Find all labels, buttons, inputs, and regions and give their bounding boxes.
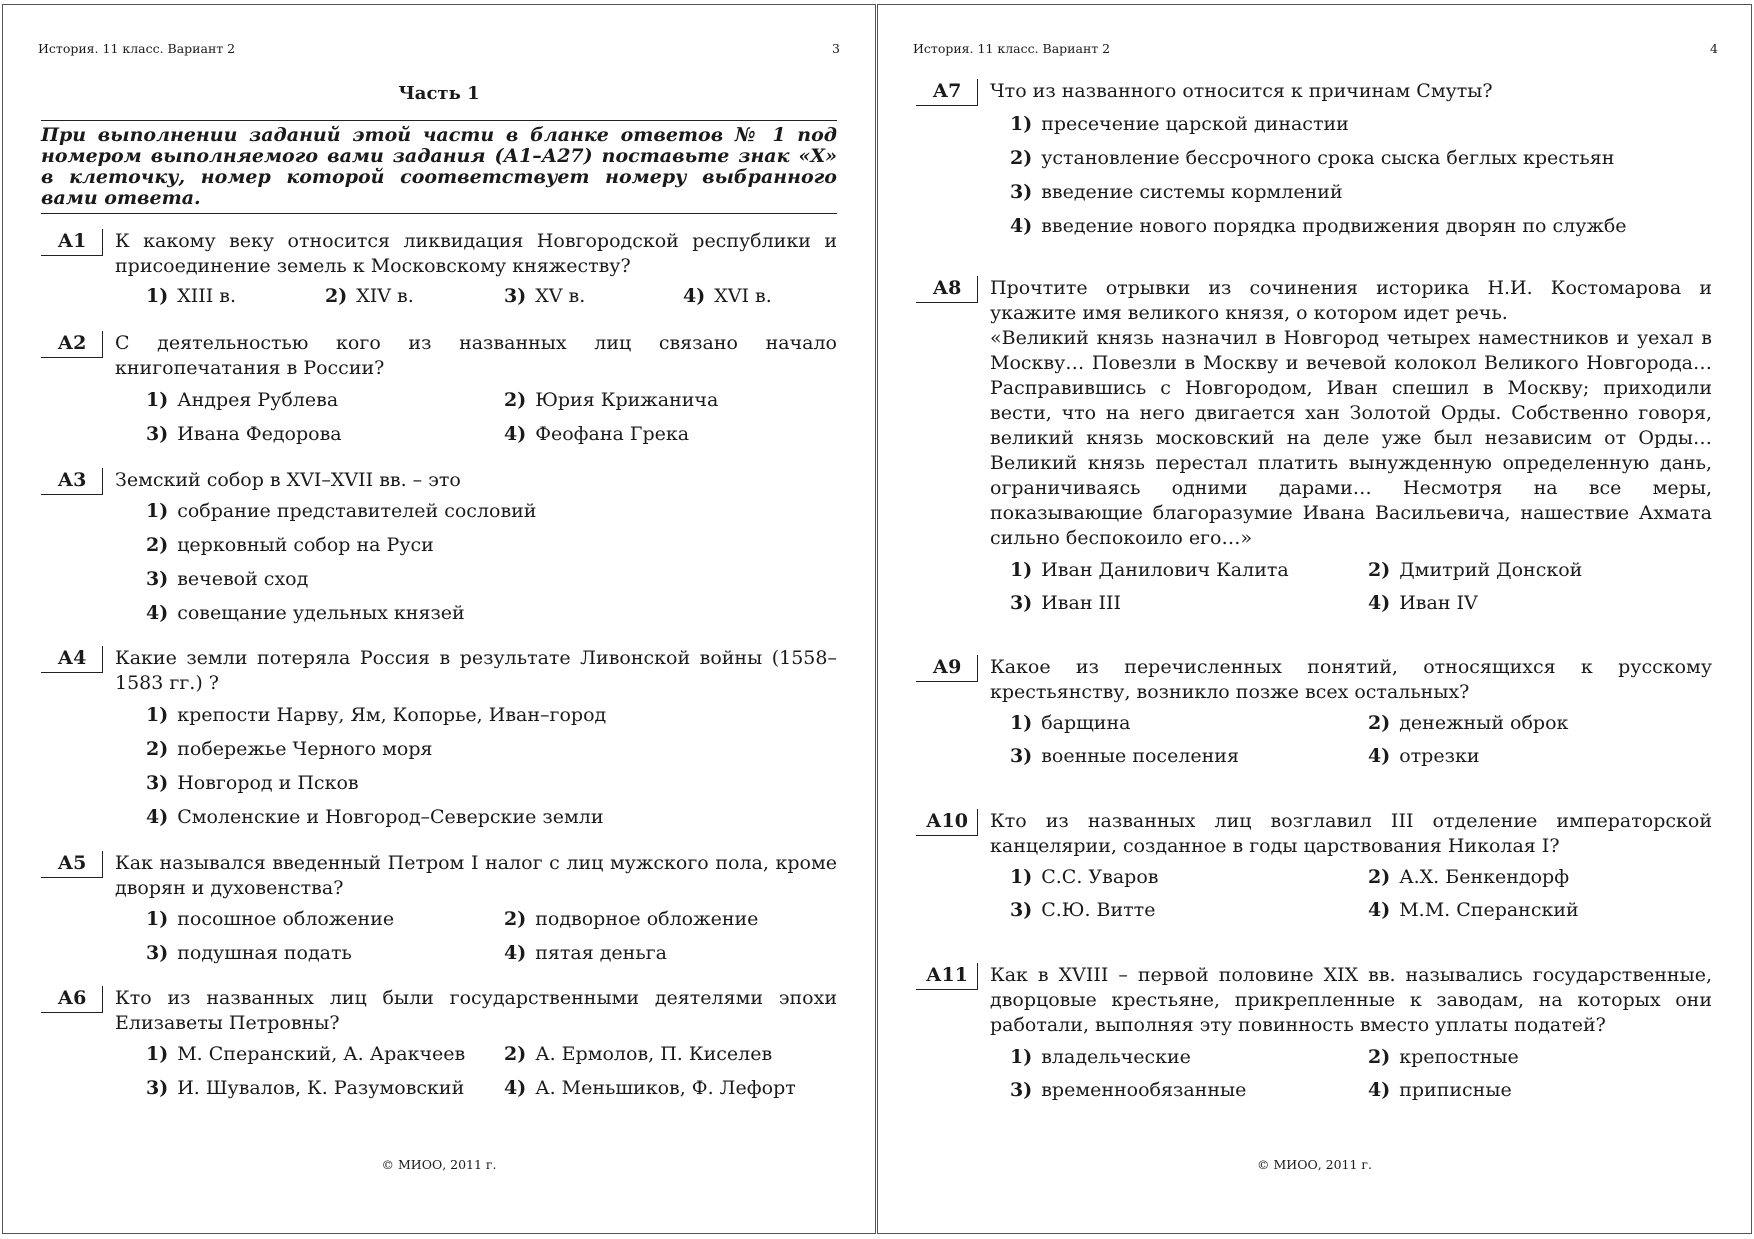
question-label: А3 (41, 468, 103, 495)
answer-option[interactable]: 3) военные поселения (1010, 745, 1239, 767)
answer-option[interactable]: 2) подворное обложение (504, 908, 759, 930)
question-a4 (41, 646, 839, 831)
question-label: А7 (916, 79, 978, 106)
answer-option[interactable]: 1) XIII в. (146, 285, 237, 307)
answer-option[interactable]: 1) М. Сперанский, А. Аракчеев (146, 1043, 466, 1065)
answer-option[interactable]: 3) И. Шувалов, К. Разумовский (146, 1077, 465, 1099)
answer-option[interactable]: 4) приписные (1368, 1079, 1512, 1101)
answer-option[interactable]: 1) пресечение царской династии (1010, 113, 1349, 135)
question-text: Какие земли потеряла Россия в результате Ливонской войны (1558–1583 гг.) ? (115, 647, 837, 694)
question-label: А9 (916, 655, 978, 682)
answer-option[interactable]: 3) Новгород и Псков (146, 772, 359, 794)
answer-option[interactable]: 4) Смоленские и Новгород–Северские земли (146, 806, 604, 828)
question-a3 (41, 468, 839, 628)
question-text: С деятельностью кого из названных лиц связано начало книгопечатания в России? (115, 332, 837, 379)
answer-option[interactable]: 3) С.Ю. Витте (1010, 899, 1156, 921)
answer-option[interactable]: 4) совещание удельных князей (146, 602, 465, 624)
answer-option[interactable]: 1) С.С. Уваров (1010, 866, 1159, 888)
answer-option[interactable]: 2) крепостные (1368, 1046, 1519, 1068)
answer-option[interactable]: 4) Феофана Грека (504, 423, 690, 445)
question-a2 (41, 331, 839, 445)
question-text: Как назывался введенный Петром I налог с лиц мужского пола, кроме дворян и духовенства? (115, 852, 837, 899)
answer-option[interactable]: 4) отрезки (1368, 745, 1480, 767)
answer-option[interactable]: 2) установление бессрочного срока сыска беглых крестьян (1010, 147, 1615, 169)
answer-option[interactable]: 3) Ивана Федорова (146, 423, 342, 445)
page-number: 4 (1710, 41, 1718, 56)
answer-option[interactable]: 4) введение нового порядка продвижения дворян по службе (1010, 215, 1627, 237)
part-title: Часть 1 (398, 83, 480, 104)
answer-option[interactable]: 2) Юрия Крижанича (504, 389, 719, 411)
question-a9 (916, 655, 1714, 770)
answer-option[interactable]: 2) А.Х. Бенкендорф (1368, 866, 1570, 888)
copyright-footer: © МИОО, 2011 г. (381, 1157, 497, 1172)
answer-option[interactable]: 2) церковный собор на Руси (146, 534, 434, 556)
answer-option[interactable]: 4) XVI в. (683, 285, 772, 307)
question-a7 (916, 79, 1714, 239)
left-page (2, 4, 876, 1234)
question-text: Какое из перечисленных понятий, относящихся к русскому крестьянству, возникло позже всех остальных? (990, 656, 1712, 703)
answer-option[interactable]: 2) XIV в. (325, 285, 414, 307)
answer-option[interactable]: 3) введение системы кормлений (1010, 181, 1343, 203)
question-text: Как в XVIII – первой половине XIX вв. назывались государственные, дворцовые крестьяне, прикрепленные к заводам, на которых они работали, выполняя эту повинность вместо уплаты податей? (990, 964, 1712, 1036)
answer-option[interactable]: 2) денежный оброк (1368, 712, 1569, 734)
question-text: Кто из названных лиц возглавил III отделение императорской канцелярии, созданное в годы царствования Николая I? (990, 810, 1712, 857)
answer-option[interactable]: 3) подушная подать (146, 942, 352, 964)
answer-option[interactable]: 3) Иван III (1010, 592, 1122, 614)
answer-option[interactable]: 4) А. Меньшиков, Ф. Лефорт (504, 1077, 796, 1099)
question-text: К какому веку относится ликвидация Новгородской республики и присоединение земель к Московскому княжеству? (115, 230, 837, 277)
right-page (877, 4, 1752, 1234)
question-text: Земский собор в XVI–XVII вв. – это (115, 469, 461, 491)
question-label: А6 (41, 986, 103, 1013)
answer-option[interactable]: 1) посошное обложение (146, 908, 395, 930)
answer-option[interactable]: 1) собрание представителей сословий (146, 500, 537, 522)
copyright-footer: © МИОО, 2011 г. (1257, 1157, 1372, 1172)
answer-option[interactable]: 3) временнообязанные (1010, 1079, 1247, 1101)
question-a5 (41, 851, 839, 966)
answer-option[interactable]: 2) А. Ермолов, П. Киселев (504, 1043, 773, 1065)
answer-option[interactable]: 4) М.М. Сперанский (1368, 899, 1579, 921)
answer-option[interactable]: 4) Иван IV (1368, 592, 1478, 614)
question-a6 (41, 986, 839, 1101)
question-a1 (41, 229, 839, 309)
answer-option[interactable]: 1) крепости Нарву, Ям, Копорье, Иван–город (146, 704, 607, 726)
instructions: При выполнении заданий этой части в бланке ответов № 1 под номером выполняемого вами задания (А1–А27) поставьте знак «X» в клеточку, номер которой соответствует номеру выбранного вами ответа. (41, 120, 837, 214)
answer-option[interactable]: 1) владельческие (1010, 1046, 1191, 1068)
question-label: А10 (916, 809, 978, 836)
question-a11 (916, 963, 1714, 1103)
question-text: Прочтите отрывки из сочинения историка Н.И. Костомарова и укажите имя великого князя, о котором идет речь. (990, 277, 1712, 324)
question-label: А8 (916, 276, 978, 303)
question-label: А11 (916, 963, 978, 990)
answer-option[interactable]: 3) XV в. (504, 285, 586, 307)
answer-option[interactable]: 2) побережье Черного моря (146, 738, 433, 760)
answer-option[interactable]: 2) Дмитрий Донской (1368, 559, 1583, 581)
question-label: А1 (41, 229, 103, 256)
answer-option[interactable]: 3) вечевой сход (146, 568, 309, 590)
question-text: Кто из названных лиц были государственными деятелями эпохи Елизаветы Петровны? (115, 987, 837, 1034)
question-text: Что из названного относится к причинам Смуты? (990, 80, 1493, 102)
answer-option[interactable]: 1) Иван Данилович Калита (1010, 559, 1289, 581)
quote-text: «Великий князь назначил в Новгород четырех наместников и уехал в Москву… Повезли в Москву и вечевой колокол Великого Новгорода… Расправившись с Новгородом, Иван спешил в Москву; приходили вести, что на него двигается хан Золотой Орды. Собственно говоря, великий князь московский на деле уже был независим от Орды… Великий князь перестал платить вынужденную определенную дань, ограничиваясь одними дарами… Несмотря на все меры, показывающие благоразумие Ивана Васильевича, нашествие Ахмата сильно беспокоило его…» (990, 327, 1712, 549)
answer-option[interactable]: 1) Андрея Рублева (146, 389, 339, 411)
question-label: А2 (41, 331, 103, 358)
question-label: А5 (41, 851, 103, 878)
page-number: 3 (832, 41, 840, 56)
question-a10 (916, 809, 1714, 924)
answer-option[interactable]: 1) барщина (1010, 712, 1131, 734)
question-label: А4 (41, 646, 103, 673)
question-a8 (916, 276, 1714, 616)
answer-option[interactable]: 4) пятая деньга (504, 942, 667, 964)
header-subject: История. 11 класс. Вариант 2 (38, 41, 236, 56)
header-subject: История. 11 класс. Вариант 2 (913, 41, 1111, 56)
